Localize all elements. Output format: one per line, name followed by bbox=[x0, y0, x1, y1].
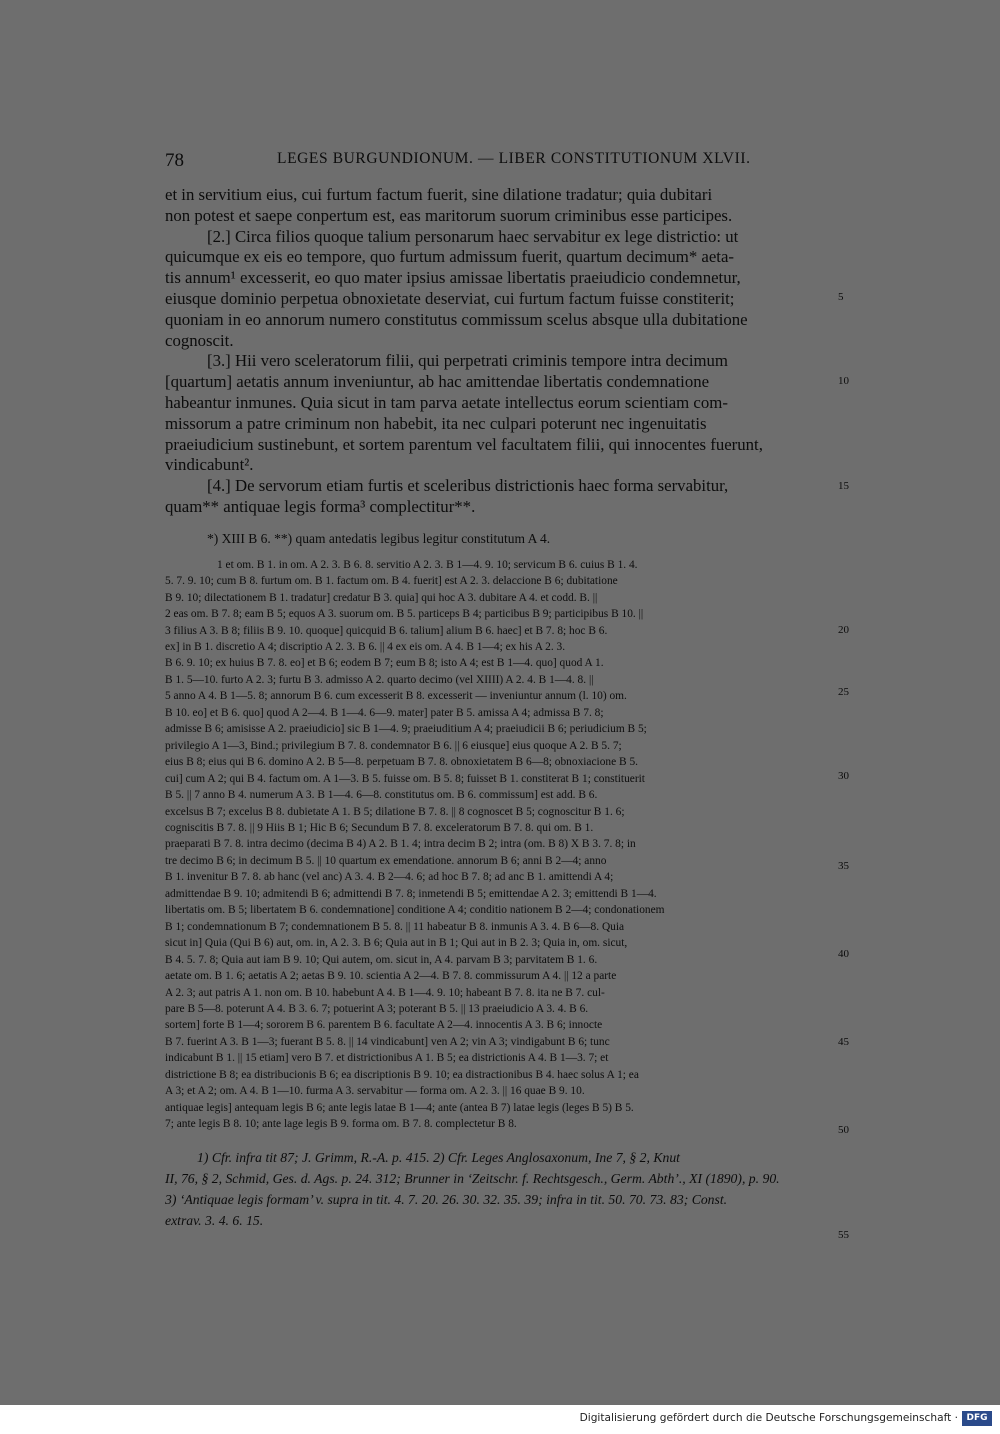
credit-bar bbox=[0, 1405, 1000, 1434]
apparatus-line: eius B 8; eius qui B 6. domino A 2. B 5—8. perpetuam B 7. 8. obnoxietatem B 6—8; obnoxiacione B 5. bbox=[165, 756, 638, 769]
apparatus-line: districtione B 8; ea distribucionis B 6; ea discriptionis B 9. 10; ea distractionibus B 4. haec solus A 1; ea bbox=[165, 1068, 639, 1081]
text-line: [quartum] aetatis annum inveniuntur, ab hac amittendae libertatis condemnatione bbox=[165, 372, 710, 392]
dfg-logo: DFG bbox=[962, 1411, 992, 1426]
apparatus-line: libertatis om. B 5; libertatem B 6. condemnatione] conditione A 4; conditio nationem B 2—4; condonationem bbox=[165, 904, 665, 917]
apparatus-line: ex] in B 1. discretio A 4; discriptio A 2. 3. B 6. || 4 ex eis om. A 4. B 1—4; ex his A 2. 3. bbox=[165, 641, 566, 654]
apparatus-line: aetate om. B 1. 6; aetatis A 2; aetas B 9. 10. scientia A 2—4. B 7. 8. commissurum A 4. || 12 a parte bbox=[165, 970, 617, 983]
apparatus-line: admittendae B 9. 10; admitendi B 6; admittendi B 7. 8; inmetendi B 5; emittendae A 2. 3; emittendi B 1—4. bbox=[165, 887, 657, 900]
margin-line-number: 25 bbox=[838, 686, 849, 698]
apparatus-line: 3 filius A 3. B 8; filiis B 9. 10. quoque] quicquid B 6. talium] alium B 6. haec] et B 7. 8; hoc B 6. bbox=[165, 624, 608, 637]
running-title: LEGES BURGUNDIONUM. — LIBER CONSTITUTIONUM XLVII. bbox=[277, 150, 751, 167]
apparatus-line: 5. 7. 9. 10; cum B 8. furtum om. B 1. factum om. B 4. fuerit] est A 2. 3. delaccione B 6; dubitatione bbox=[165, 575, 618, 588]
text-line: non potest et saepe conpertum est, eas maritorum suorum criminibus esse participes. bbox=[165, 205, 733, 225]
text-line: et in servitium eius, cui furtum factum fuerit, sine dilatione tradatur; quia dubitari bbox=[165, 185, 713, 204]
text-line: quoniam in eo annorum numero constitutus commissum scelus absque ulla dubitatione bbox=[165, 309, 748, 329]
apparatus-line: B 4. 5. 7. 8; Quia aut iam B 9. 10; Qui autem, om. sicut in, A 4. parvam B 3; parvitatem B 1. 6. bbox=[165, 953, 598, 966]
apparatus-line: admisse B 6; amisisse A 2. praeiudicio] sic B 1—4. 9; praeiuditium A 4; praeiudicii B 6; periudicium B 5; bbox=[165, 723, 647, 736]
apparatus-line: A 2. 3; aut patris A 1. non om. B 10. habebunt A 4. B 1—4. 9. 10; habeant B 7. 8. ita ne B 7. cul- bbox=[165, 986, 605, 999]
footnote-line: 1) Cfr. infra tit 87; J. Grimm, R.-A. p. 415. 2) Cfr. Leges Anglosaxonum, Ine 7, § 2, Knut bbox=[197, 1149, 680, 1165]
apparatus-line: 7; ante legis B 8. 10; ante lage legis B 9. forma om. B 7. 8. complectetur B 8. bbox=[165, 1118, 517, 1131]
apparatus-line: B 1. 5—10. furto A 2. 3; furtu B 3. admisso A 2. quarto decimo (vel XIIII) A 2. 4. B 1—4. 8. || bbox=[165, 673, 594, 686]
text-line: tis annum¹ excesserit, eo quo mater ipsius amissae libertatis praeiudicio condemnetur, bbox=[165, 268, 741, 288]
margin-line-number: 55 bbox=[838, 1229, 849, 1241]
apparatus-line: privilegio A 1—3, Bind.; privilegium B 7. 8. condemnator B 6. || 6 eiusque] eius quoque A 2. B 5. 7; bbox=[165, 739, 622, 752]
margin-line-number: 45 bbox=[838, 1036, 849, 1048]
apparatus-line: sicut in] Quia (Qui B 6) aut, om. in, A 2. 3. B 6; Quia aut in B 1; Qui aut in B 2. 3; Quia in, om. sicut, bbox=[165, 937, 628, 950]
apparatus-line: 1 et om. B 1. in om. A 2. 3. B 6. 8. servitio A 2. 3. B 1—4. 9. 10; servicum B 6. cuius B 1. 4. bbox=[217, 558, 638, 571]
footnote-line: 3) ‘Antiquae legis formam’ v. supra in tit. 4. 7. 20. 26. 30. 32. 35. 39; infra in tit. 50. 70. 73. 83; Const. bbox=[165, 1191, 728, 1207]
critical-apparatus bbox=[165, 557, 835, 1133]
apparatus-line: B 9. 10; dilectationem B 1. tradatur] credatur B 3. quia] qui hoc A 3. dubitare A 4. et codd. B. || bbox=[165, 591, 598, 604]
text-line: [4.] De servorum etiam furtis et sceleribus districtionis haec forma servabitur, bbox=[207, 476, 729, 496]
text-line: vindicabunt². bbox=[165, 455, 254, 475]
text-line: missorum a patre criminum non habebit, ita nec culpari poterunt nec ingenuitatis bbox=[165, 413, 707, 433]
apparatus-line: sortem] forte B 1—4; sororem B 6. parentem B 6. facultate A 2—4. innocentis A 3. B 6; innocte bbox=[165, 1019, 603, 1032]
page-number: 78 bbox=[165, 150, 184, 171]
main-text bbox=[165, 185, 835, 518]
asterisk-note: *) XIII B 6. **) quam antedatis legibus legitur constitutum A 4. bbox=[207, 530, 551, 546]
apparatus-line: B 1. invenitur B 7. 8. ab hanc (vel anc) A 3. 4. B 2—4. 6; ad hoc B 7. 8; ad anc B 1. amittendi A 4; bbox=[165, 871, 614, 884]
text-line: eiusque dominio perpetua obnoxietate deserviat, cui furtum factum fuisse constiterit; bbox=[165, 288, 735, 308]
margin-line-number: 10 bbox=[838, 375, 849, 387]
text-line: quam** antiquae legis forma³ complectitur**. bbox=[165, 496, 476, 516]
footnote-line: extrav. 3. 4. 6. 15. bbox=[165, 1212, 264, 1228]
apparatus-line: excelsus B 7; excelus B 8. dubietate A 1. B 5; dilatione B 7. 8. || 8 cognoscet B 5; cognoscitur B 1. 6; bbox=[165, 805, 625, 818]
text-line: habeantur inmunes. Quia sicut in tam parva aetate intellectus eorum scientiam com- bbox=[165, 392, 728, 412]
text-line: quicumque ex eis eo tempore, quo furtum admissum fuerit, quartum decimum* aeta- bbox=[165, 247, 735, 267]
apparatus-line: cui] cum A 2; qui B 4. factum om. A 1—3. B 5. fuisse om. B 5. 8; fuisset B 1. constiterat B 1; constituerit bbox=[165, 772, 645, 785]
apparatus-line: B 7. fuerint A 3. B 1—3; fuerant B 5. 8. || 14 vindicabunt] ven A 2; vin A 3; vindigabunt B 6; tunc bbox=[165, 1035, 610, 1048]
apparatus-line: B 5. || 7 anno B 4. numerum A 3. B 1—4. 6—8. constitutus om. B 6. commissum] est add. B 6. bbox=[165, 789, 598, 802]
apparatus-line: indicabunt B 1. || 15 etiam] vero B 7. et districtionibus A 1. B 5; ea districtionis A 4. B 1—3. 7; et bbox=[165, 1052, 609, 1065]
margin-line-number: 30 bbox=[838, 770, 849, 782]
apparatus-line: 2 eas om. B 7. 8; eam B 5; equos A 3. suorum om. B 5. particeps B 4; particibus B 9; participibus B 10. || bbox=[165, 608, 644, 621]
text-line: [3.] Hii vero sceleratorum filii, qui perpetrati criminis tempore intra decimum bbox=[207, 351, 728, 371]
page-header bbox=[165, 150, 835, 170]
apparatus-line: A 3; et A 2; om. A 4. B 1—10. furma A 3. servabitur — forma om. A 2. 3. || 16 quae B 9. 10. bbox=[165, 1085, 585, 1098]
apparatus-line: cogniscitis B 7. 8. || 9 Hiis B 1; Hic B 6; Secundum B 7. 8. exceleratorum B 7. 8. qui om. B 1. bbox=[165, 822, 594, 834]
apparatus-line: praeparati B 7. 8. intra decimo (decima B 4) A 2. B 1. 4; intra decim B 2; intra (om. B 8) X B 3. 7. 8; in bbox=[165, 838, 636, 851]
text-line: cognoscit. bbox=[165, 330, 234, 350]
text-line: praeiudicium sustinebunt, et sortem parentum vel facultatem filii, qui innocentes fuerunt, bbox=[165, 434, 763, 454]
margin-line-number: 15 bbox=[838, 480, 849, 492]
margin-line-number: 5 bbox=[838, 291, 844, 303]
text-line: [2.] Circa filios quoque talium personarum haec servabitur ex lege districtio: ut bbox=[207, 226, 739, 246]
page-body bbox=[165, 185, 835, 1231]
apparatus-line: B 1; condemnationum B 7; condemnationem B 5. 8. || 11 habeatur B 8. inmunis A 3. 4. B 6—8. Quia bbox=[165, 920, 625, 933]
margin-line-number: 50 bbox=[838, 1124, 849, 1136]
apparatus-line: pare B 5—8. poterunt A 4. B 3. 6. 7; potuerint A 3; poterant B 5. || 13 praeiudicio A 3. 4. B 6. bbox=[165, 1002, 589, 1015]
funding-credit: Digitalisierung gefördert durch die Deutsche Forschungsgemeinschaft · bbox=[579, 1412, 958, 1424]
footnotes bbox=[165, 1147, 835, 1231]
apparatus-line: tre decimo B 6; in decimum B 5. || 10 quartum ex emendatione. annorum B 6; anni B 2—4; anno bbox=[165, 854, 607, 867]
margin-line-number: 20 bbox=[838, 624, 849, 636]
apparatus-line: B 10. eo] et B 6. quo] quod A 2—4. B 1—4. 6—9. mater] pater B 5. amissa A 4; admissa B 7. 8; bbox=[165, 706, 604, 719]
margin-line-number: 35 bbox=[838, 860, 849, 872]
footnote-line: II, 76, § 2, Schmid, Ges. d. Ags. p. 24. 312; Brunner in ‘Zeitschr. f. Rechtsgesch., Germ. Abth’., XI (1890), p. 90. bbox=[165, 1170, 780, 1186]
apparatus-line: B 6. 9. 10; ex huius B 7. 8. eo] et B 6; eodem B 7; eum B 8; isto A 4; est B 1—4. quo] quod A 1. bbox=[165, 657, 604, 670]
margin-line-number: 40 bbox=[838, 948, 849, 960]
apparatus-line: antiquae legis] antequam legis B 6; ante legis latae B 1—4; ante (antea B 7) latae legis (leges B 5) B 5. bbox=[165, 1101, 634, 1114]
apparatus-line: 5 anno A 4. B 1—5. 8; annorum B 6. cum excesserit B 8. excesserit — inveniuntur annum (l. 10) om. bbox=[165, 690, 627, 703]
